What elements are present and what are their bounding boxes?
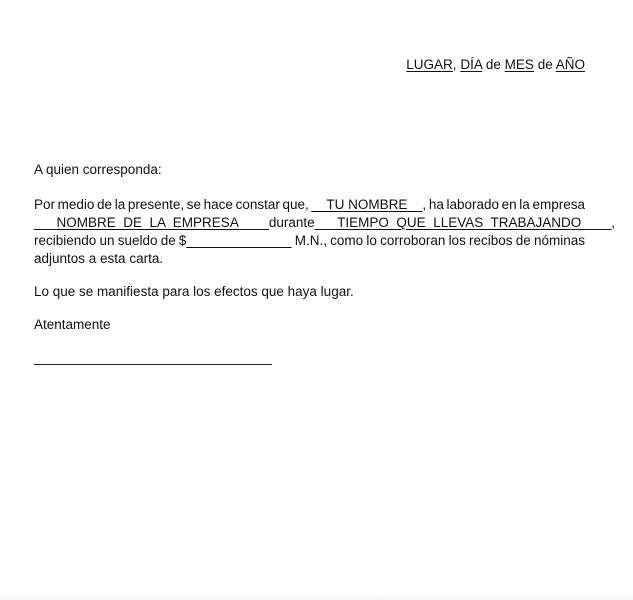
- word: ,: [611, 215, 616, 230]
- sign-off: Atentamente: [34, 317, 111, 332]
- day-field: DÍA: [460, 57, 483, 72]
- word: sueldo: [117, 233, 158, 248]
- month-field: MES: [504, 57, 534, 72]
- word: hace: [203, 197, 233, 212]
- signature-line: [34, 364, 272, 365]
- date-connector: de: [485, 57, 501, 72]
- company-name-blank: ___NOMBRE DE LA EMPRESA____: [34, 215, 269, 230]
- word: constar: [235, 197, 280, 212]
- salary-blank: ______________: [186, 233, 292, 248]
- word: Por: [34, 197, 56, 212]
- word: de: [160, 233, 176, 248]
- word: los: [448, 233, 466, 248]
- word: durante: [268, 215, 315, 230]
- page-edge-shadow: [0, 592, 633, 600]
- date-comma: ,: [452, 57, 457, 72]
- currency-symbol: $: [178, 233, 187, 248]
- word: ha: [428, 197, 444, 212]
- word: recibos: [469, 233, 513, 248]
- word: la: [519, 197, 530, 212]
- word: presente,: [127, 197, 185, 212]
- employee-name-blank: __TU NOMBRE__: [311, 197, 423, 212]
- word: un: [99, 233, 115, 248]
- word: como: [330, 233, 364, 248]
- date-line: [406, 57, 585, 72]
- body-line-2: [34, 214, 616, 232]
- greeting: A quien corresponda:: [34, 162, 162, 177]
- word: nóminas: [533, 233, 585, 248]
- word: que,: [282, 197, 309, 212]
- word: laborado: [446, 197, 500, 212]
- word: medio: [57, 197, 95, 212]
- word: de: [515, 233, 531, 248]
- word: se: [186, 197, 202, 212]
- word: recibiendo: [34, 233, 97, 248]
- employment-duration-blank: ___TIEMPO QUE LLEVAS TRABAJANDO____: [314, 215, 612, 230]
- closing-statement: Lo que se manifiesta para los efectos que haya lugar.: [34, 284, 354, 299]
- body-paragraph: [34, 196, 616, 268]
- body-line-4: adjuntos a esta carta.: [34, 251, 164, 266]
- word: corroboran: [380, 233, 446, 248]
- word: en: [501, 197, 517, 212]
- place-field: LUGAR: [406, 57, 453, 72]
- word: lo: [366, 233, 377, 248]
- body-line-1: [34, 196, 585, 214]
- word: la: [114, 197, 126, 212]
- year-field: AÑO: [555, 57, 585, 72]
- word: M.N.,: [294, 233, 327, 248]
- word: ,: [422, 197, 427, 212]
- body-line-3: [34, 232, 585, 250]
- word: empresa: [532, 197, 585, 212]
- word: de: [97, 197, 113, 212]
- date-connector: de: [537, 57, 553, 72]
